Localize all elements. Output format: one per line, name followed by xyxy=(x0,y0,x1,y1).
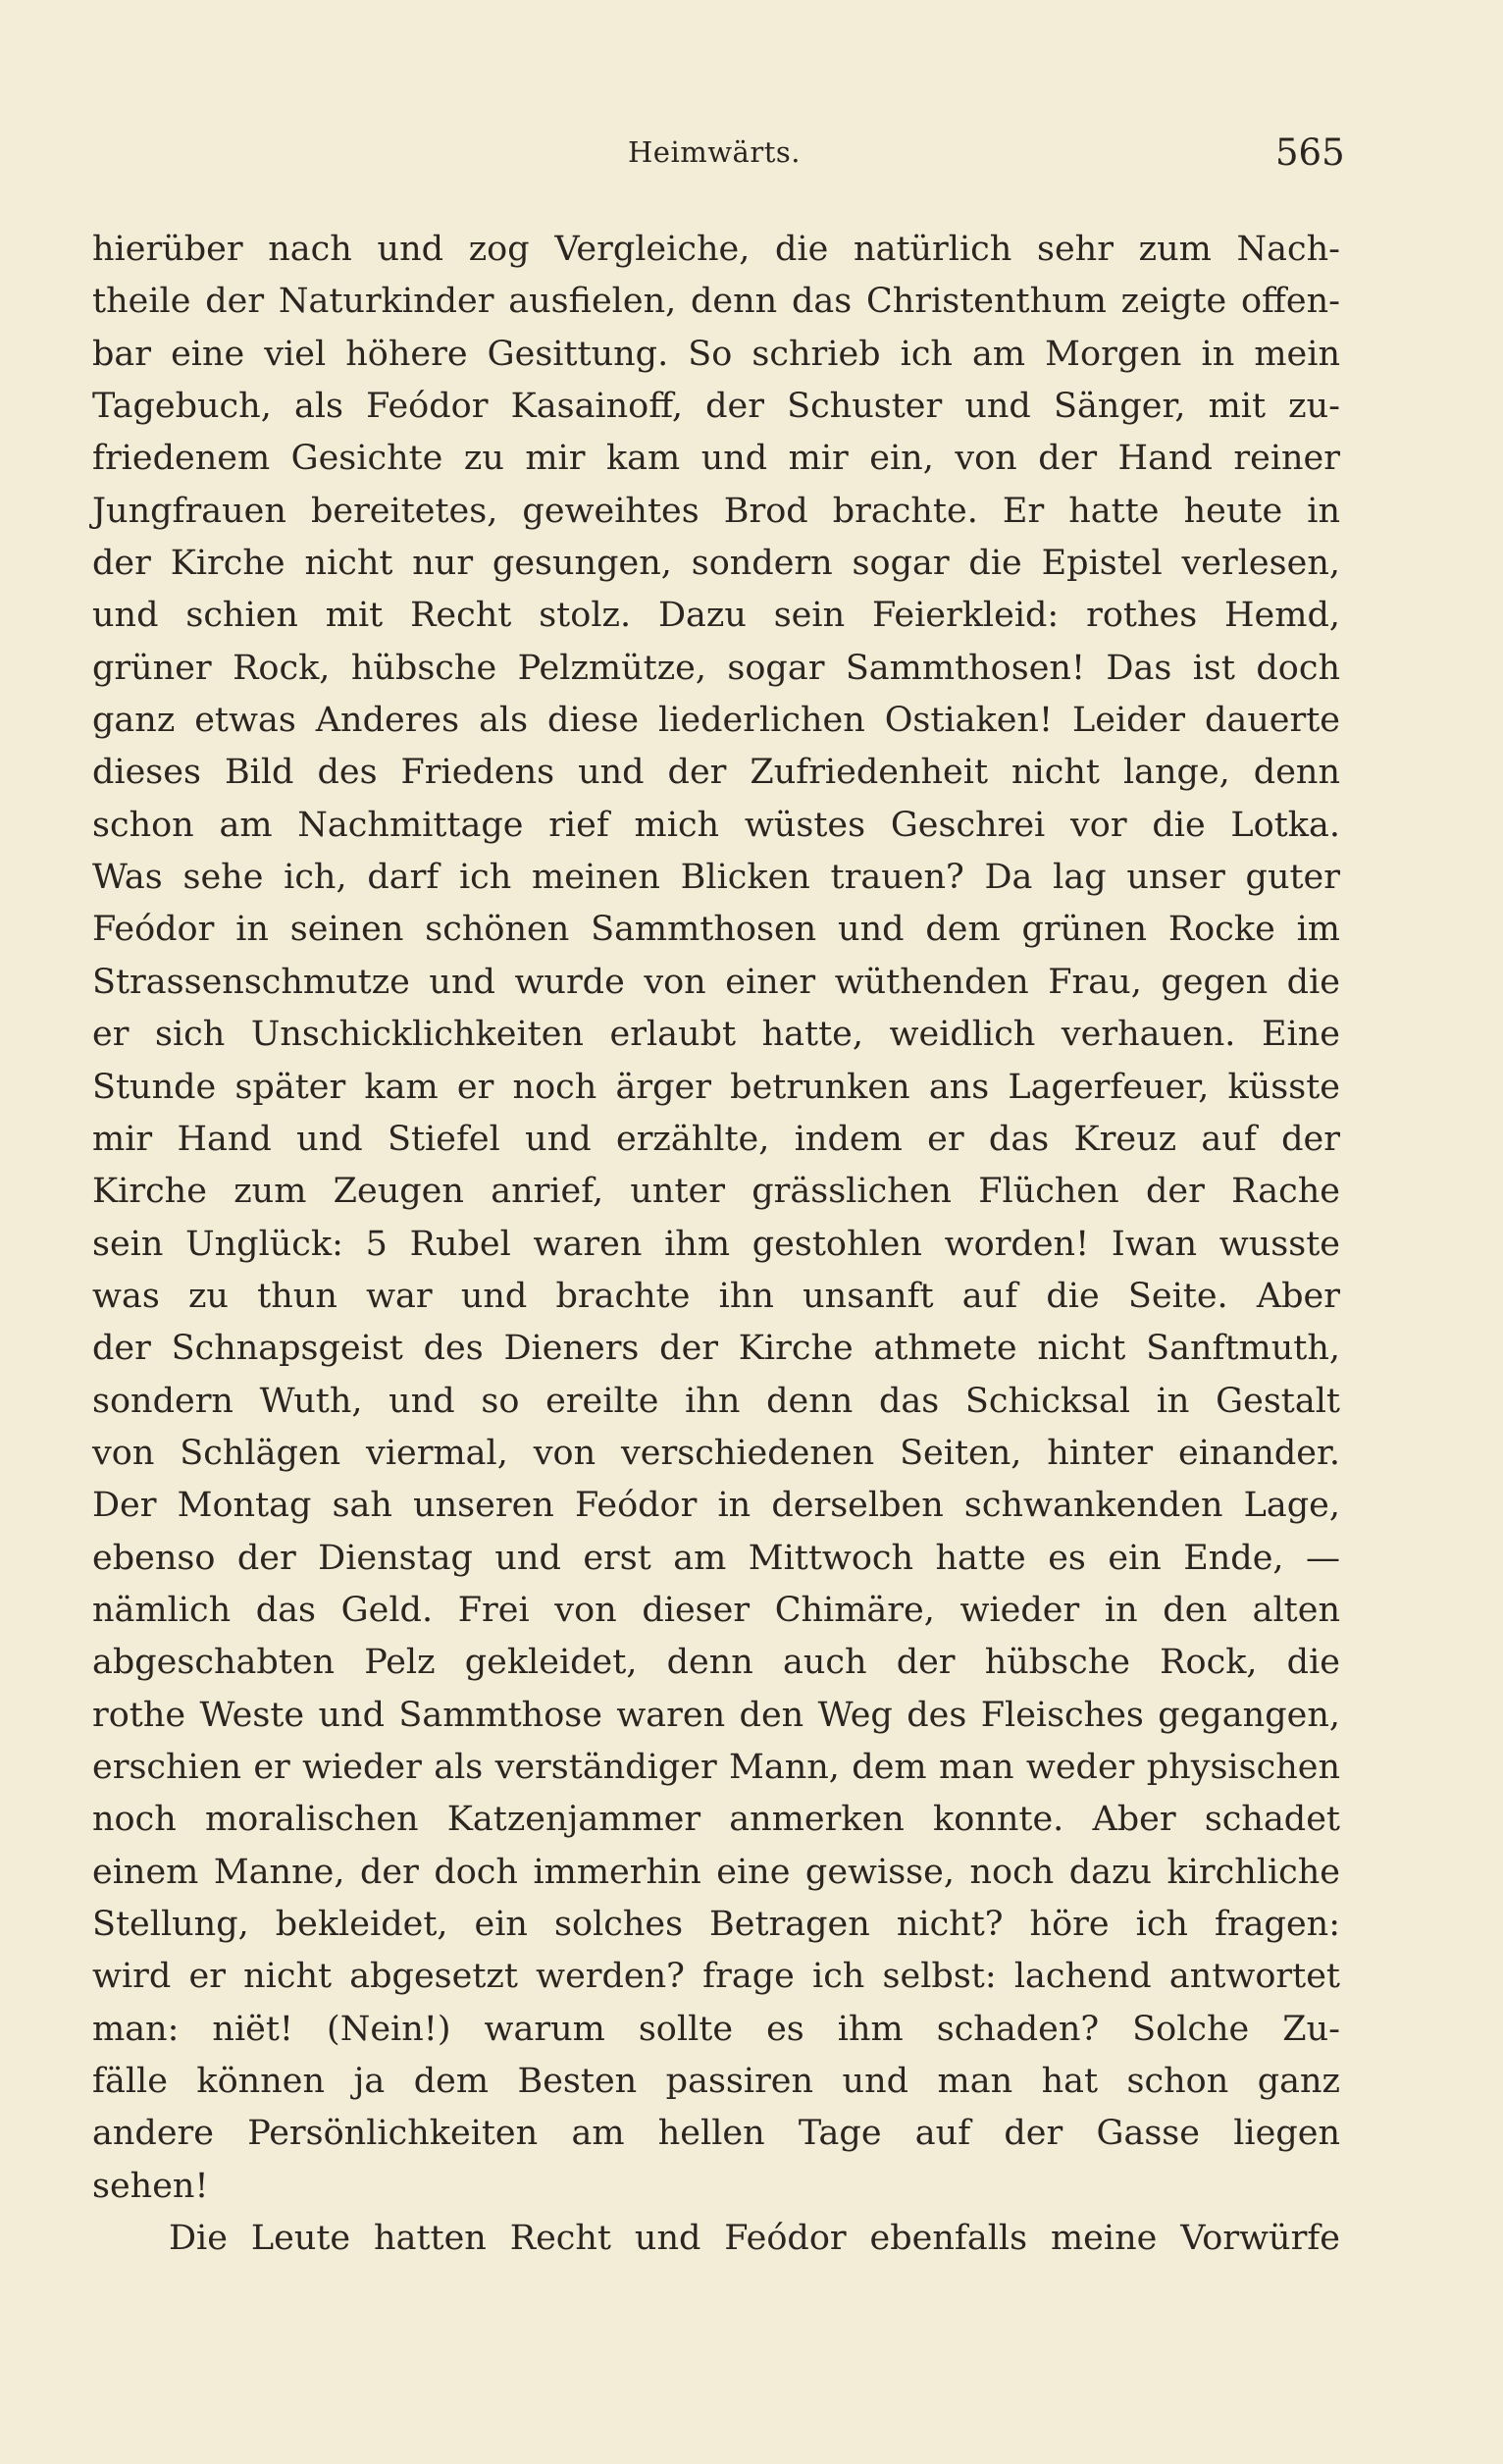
text-line: der Kirche nicht nur gesungen, sondern sogar die Epistel verlesen, xyxy=(92,544,1340,584)
text-line: der Schnapsgeist des Dieners der Kirche athmete nicht Sanftmuth, xyxy=(92,1329,1340,1369)
text-line: Stunde später kam er noch ärger betrunken ans Lagerfeuer, küsste xyxy=(92,1067,1340,1107)
text-line: Der Montag sah unseren Feódor in derselben schwankenden Lage, xyxy=(92,1486,1340,1526)
text-line: erschien er wieder als verständiger Mann, dem man weder physischen xyxy=(92,1747,1340,1787)
text-line: Feódor in seinen schönen Sammthosen und dem grünen Rocke im xyxy=(92,910,1340,950)
text-line: sein Unglück: 5 Rubel waren ihm gestohlen worden! Iwan wusste xyxy=(92,1224,1340,1264)
paragraph-end-line: sehen! xyxy=(92,2166,209,2206)
text-line: Jungfrauen bereitetes, geweihtes Brod brachte. Er hatte heute in xyxy=(92,491,1340,531)
body-text xyxy=(92,224,1340,2265)
text-line: von Schlägen viermal, von verschiedenen Seiten, hinter einander. xyxy=(92,1433,1340,1473)
text-line: einem Manne, der doch immerhin eine gewisse, noch dazu kirchliche xyxy=(92,1852,1340,1892)
text-line: Was sehe ich, darf ich meinen Blicken trauen? Da lag unser guter xyxy=(92,858,1340,898)
text-line: grüner Rock, hübsche Pelzmütze, sogar Sammthosen! Das ist doch xyxy=(92,648,1340,688)
text-line: und schien mit Recht stolz. Dazu sein Feierkleid: rothes Hemd, xyxy=(92,596,1340,636)
text-line: Stellung, bekleidet, ein solches Betragen nicht? höre ich fragen: xyxy=(92,1905,1340,1944)
text-line: sondern Wuth, und so ereilte ihn denn das Schicksal in Gestalt xyxy=(92,1381,1340,1421)
text-line: nämlich das Geld. Frei von dieser Chimäre, wieder in den alten xyxy=(92,1590,1340,1630)
text-line: mir Hand und Stiefel und erzählte, indem er das Kreuz auf der xyxy=(92,1119,1340,1159)
text-line: ganz etwas Anderes als diese liederlichen Ostiaken! Leider dauerte xyxy=(92,701,1340,741)
text-line: friedenem Gesichte zu mir kam und mir ein, von der Hand reiner xyxy=(92,439,1340,479)
text-line: man: niët! (Nein!) warum sollte es ihm schaden? Solche Zu- xyxy=(92,2009,1340,2049)
text-line: wird er nicht abgesetzt werden? frage ich selbst: lachend antwortet xyxy=(92,1957,1340,1997)
text-line: Strassenschmutze und wurde von einer wüthenden Frau, gegen die xyxy=(92,962,1340,1002)
paragraph-start-line: Die Leute hatten Recht und Feódor ebenfalls meine Vorwürfe xyxy=(169,2219,1340,2259)
running-title: Heimwärts. xyxy=(628,135,801,169)
text-line: dieses Bild des Friedens und der Zufriedenheit nicht lange, denn xyxy=(92,753,1340,793)
text-line: hierüber nach und zog Vergleiche, die natürlich sehr zum Nach- xyxy=(92,230,1340,269)
text-line: was zu thun war und brachte ihn unsanft auf die Seite. Aber xyxy=(92,1276,1340,1316)
text-line: ebenso der Dienstag und erst am Mittwoch hatte es ein Ende, — xyxy=(92,1538,1340,1578)
text-line: abgeschabten Pelz gekleidet, denn auch der hübsche Rock, die xyxy=(92,1643,1340,1683)
text-line: Kirche zum Zeugen anrief, unter grässlichen Flüchen der Rache xyxy=(92,1172,1340,1212)
text-line: andere Persönlichkeiten am hellen Tage auf der Gasse liegen xyxy=(92,2114,1340,2154)
text-line: theile der Naturkinder ausfielen, denn das Christenthum zeigte offen- xyxy=(92,282,1340,322)
page-number: 565 xyxy=(1275,131,1345,174)
text-line: er sich Unschicklichkeiten erlaubt hatte, weidlich verhauen. Eine xyxy=(92,1015,1340,1055)
text-line: Tagebuch, als Feódor Kasainoff, der Schuster und Sänger, mit zu- xyxy=(92,387,1340,427)
text-line: fälle können ja dem Besten passiren und man hat schon ganz xyxy=(92,2062,1340,2102)
text-line: bar eine viel höhere Gesittung. So schrieb ich am Morgen in mein xyxy=(92,334,1340,374)
text-line: noch moralischen Katzenjammer anmerken konnte. Aber schadet xyxy=(92,1800,1340,1840)
text-line: schon am Nachmittage rief mich wüstes Geschrei vor die Lotka. xyxy=(92,805,1340,845)
text-line: rothe Weste und Sammthose waren den Weg des Fleisches gegangen, xyxy=(92,1695,1340,1735)
